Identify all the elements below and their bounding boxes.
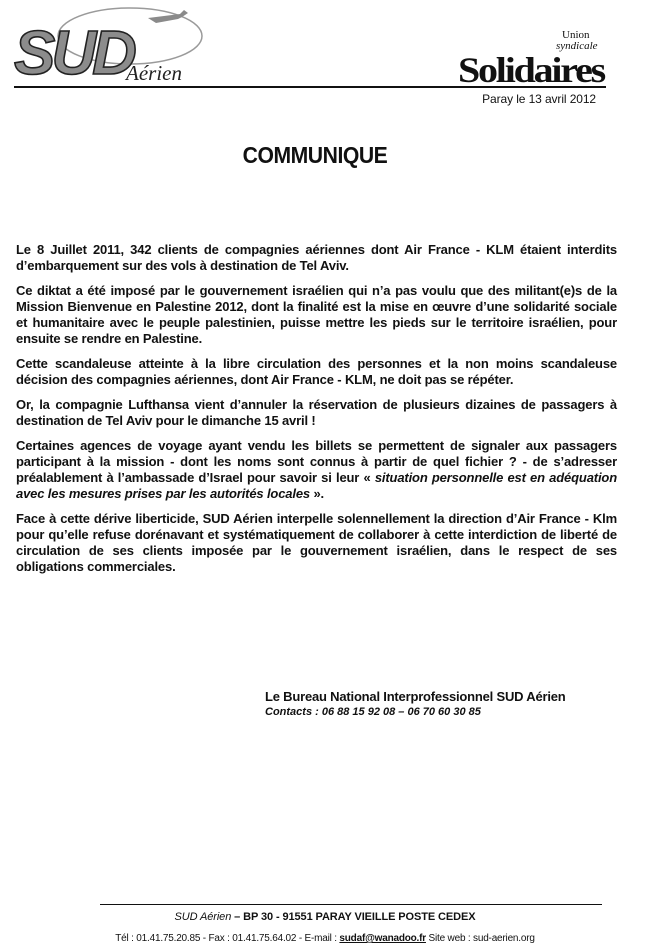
solidaires-word: Solidaires [458,50,607,86]
sud-aerien-logo [10,2,220,88]
document-date: Paray le 13 avril 2012 [482,92,596,106]
paragraph-5 [16,438,617,502]
footer-org: SUD Aérien [174,911,232,923]
solidaires-top1: Union [562,29,590,41]
sud-logo-subtext: Aérien [126,61,182,85]
footer-address [0,911,650,923]
paragraph-5-text: Certaines agences de voyage ayant vendu les billets se permettent de signaler aux passagers participant à la mission - dont les noms sont connus à partir de quel fichier ? - de s’adresser préalablement à l’ambassade d’Israel pour savoir si leur « [16,438,617,485]
solidaires-top2: syndicale [556,40,598,52]
paragraph-3: Cette scandaleuse atteinte à la libre circulation des personnes et la non moins scandaleuse décision des compagnies aériennes, dont Air France - KLM, ne doit pas se répéter. [16,356,617,387]
paragraph-6: Face à cette dérive liberticide, SUD Aérien interpelle solennellement la direction d’Air France - Klm pour qu’elle refuse dorénavant et systématiquement de collaborer à cette interdiction de liberté de circulation de ses clients imposée par le gouvernement israélien, dans le respect de ses obligations commerciales. [16,511,617,574]
signature-line: Le Bureau National Interprofessionnel SUD Aérien [265,689,566,704]
page-title: COMMUNIQUE [242,142,388,168]
paragraph-1: Le 8 Juillet 2011, 342 clients de compagnies aériennes dont Air France - KLM étaient interdits d’embarquement sur des vols à destination de Tel Aviv. [16,242,617,273]
sud-logo-text: SUD [14,19,133,88]
signature-block [265,689,566,718]
signature-contacts: Contacts : 06 88 15 92 08 – 06 70 60 30 85 [265,706,481,718]
footer-email-link[interactable]: sudaf@wanadoo.fr [339,933,426,944]
footer-site: Site web : sud-aerien.org [425,933,535,944]
paragraph-4: Or, la compagnie Lufthansa vient d’annuler la réservation de plusieurs dizaines de passagers à destination de Tel Aviv pour le dimanche 15 avril ! [16,397,617,428]
paragraph-5-quote: situation personnelle est en adéquation avec les mesures prises par les autorités locales [16,470,617,501]
paragraph-5-end: ». [310,486,325,501]
paragraph-2: Ce diktat a été imposé par le gouvernement israélien qui n’a pas voulu que des militant(e)s de la Mission Bienvenue en Palestine 2012, dont la finalité est la mise en œuvre d’une solidarité sociale et humanitaire avec le peuple palestinien, puisse mettre les pieds sur le territoire israélien, pour ensuite se rendre en Palestine. [16,283,617,346]
footer-divider [100,904,602,905]
header-divider [14,86,606,88]
footer-address-text: – BP 30 - 91551 PARAY VIEILLE POSTE CEDEX [231,911,476,923]
footer-contact-prefix: Tél : 01.41.75.20.85 - Fax : 01.41.75.64.02 - E-mail : [115,933,340,944]
footer-contacts [0,933,650,944]
solidaires-logo [456,26,608,86]
communique-body [16,242,617,584]
